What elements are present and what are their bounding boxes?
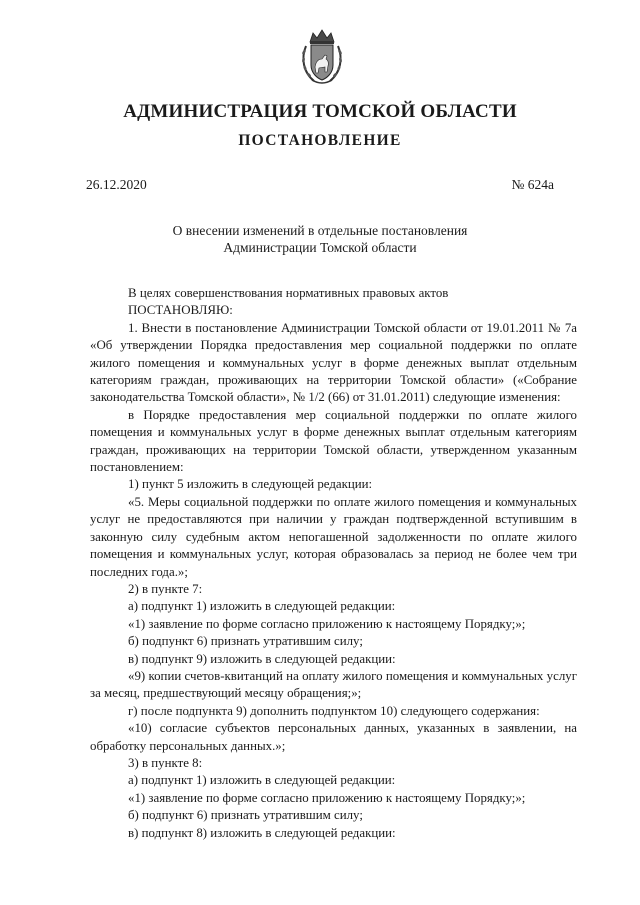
paragraph-purpose: В целях совершенствования нормативных правовых актов (128, 286, 449, 300)
paragraph: в Порядке предоставления мер социальной поддержки по оплате жилого помещения и коммунальных услуг в форме денежных выплат отдельным категориям граждан, проживающих на территории Томской области, утвержденном указанным постановлением: (90, 407, 577, 475)
paragraph-quote: «9) копии счетов-квитанций на оплату жилого помещения и коммунальных услуг за месяц, предшествующий месяцу обращения;»; (90, 668, 577, 701)
paragraph: а) подпункт 1) изложить в следующей редакции: (128, 773, 396, 788)
paragraph-quote: «1) заявление по форме согласно приложению к настоящему Порядку;»; (128, 616, 526, 631)
paragraph-resolve: ПОСТАНОВЛЯЮ: (128, 303, 233, 318)
paragraph: а) подпункт 1) изложить в следующей редакции: (128, 599, 396, 614)
paragraph: в) подпункт 8) изложить в следующей редакции: (128, 825, 396, 840)
subject-line: Администрации Томской области (223, 240, 417, 255)
paragraph: 1) пункт 5 изложить в следующей редакции: (128, 477, 373, 492)
paragraph: 2) в пункте 7: (128, 581, 203, 596)
document-type: ПОСТАНОВЛЕНИЕ (238, 132, 402, 149)
paragraph-quote: «10) согласие субъектов персональных данных, указанных в заявлении, на обработку персональных данных.»; (90, 721, 577, 753)
subject-line: О внесении изменений в отдельные постановления (172, 223, 468, 238)
document-body (90, 285, 577, 842)
paragraph: б) подпункт 6) признать утратившим силу; (128, 634, 363, 649)
document-date: 26.12.2020 (86, 177, 147, 192)
document-subject (0, 222, 640, 256)
issuing-authority: АДМИНИСТРАЦИЯ ТОМСКОЙ ОБЛАСТИ (123, 101, 517, 122)
document-number: № 624а (511, 177, 554, 192)
coat-of-arms-icon (300, 28, 344, 86)
paragraph-quote: «5. Меры социальной поддержки по оплате жилого помещения и коммунальных услуг не предоставляются при наличии у граждан подтвержденной вступившим в законную силу судебным актом непогашенной задолженности по оплате жилого помещения и коммунальных услуг, которая образовалась за период не более чем три последних года.»; (90, 494, 577, 579)
paragraph: г) после подпункта 9) дополнить подпунктом 10) следующего содержания: (128, 703, 540, 718)
paragraph-quote: «1) заявление по форме согласно приложению к настоящему Порядку;»; (128, 790, 526, 805)
paragraph: б) подпункт 6) признать утратившим силу; (128, 808, 363, 823)
paragraph: в) подпункт 9) изложить в следующей редакции: (128, 651, 396, 666)
paragraph-item-1: 1. Внести в постановление Администрации Томской области от 19.01.2011 № 7а «Об утверждении Порядка предоставления мер социальной поддержки по оплате жилого помещения и коммунальных услуг в форме денежных выплат отдельным категориям граждан, проживающих на территории Томской области» («Собрание законодательства Томской области», № 1/2 (66) от 31.01.2011) следующие изменения: (90, 320, 577, 405)
paragraph: 3) в пункте 8: (128, 755, 203, 770)
